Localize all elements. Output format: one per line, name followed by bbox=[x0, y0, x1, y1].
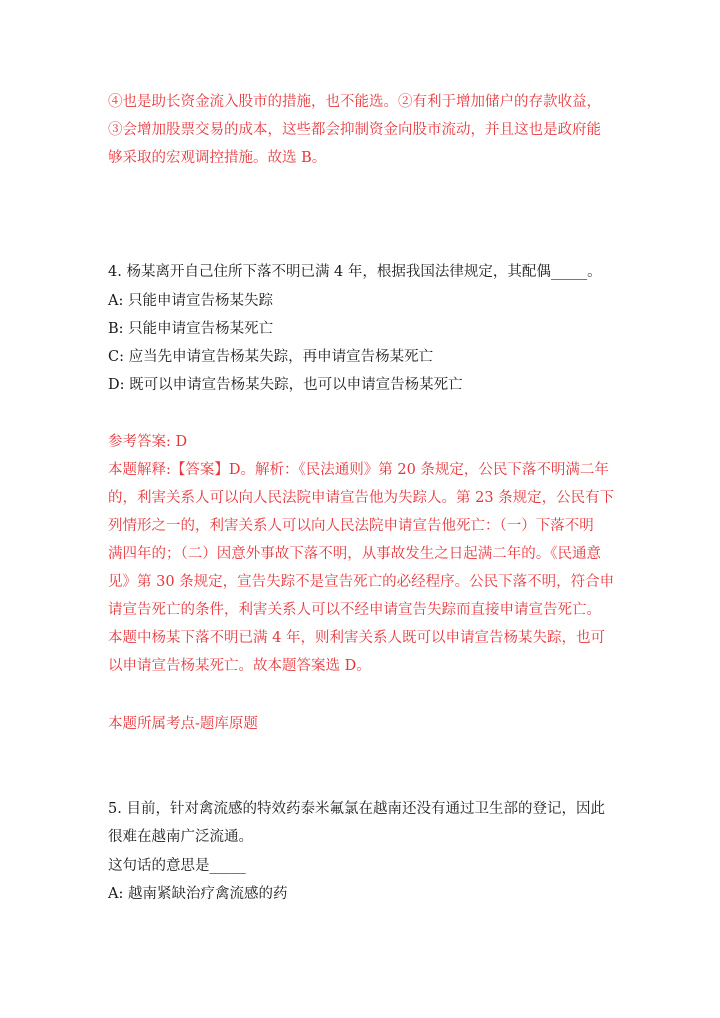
explanation-line: 本题中杨某下落不明已满 4 年，则利害关系人既可以申请宣告杨某失踪，也可 bbox=[108, 630, 605, 646]
explanation-line: 够采取的宏观调控措施。故选 B。 bbox=[108, 150, 327, 166]
explanation-line: 请宣告死亡的条件，利害关系人可以不经申请宣告失踪而直接申请宣告死亡。 bbox=[108, 602, 601, 618]
explanation-line: 满四年的；（二）因意外事故下落不明，从事故发生之日起满二年的。《民通意 bbox=[108, 546, 601, 562]
explanation-line: 的，利害关系人可以向人民法院申请宣告他为失踪人。第 23 条规定，公民有下 bbox=[108, 490, 615, 506]
option-c: C: 应当先申请宣告杨某失踪，再申请宣告杨某死亡 bbox=[108, 349, 434, 365]
explanation-line: ③会增加股票交易的成本，这些都会抑制资金向股市流动，并且这也是政府能 bbox=[108, 122, 601, 138]
option-a: A: 越南紧缺治疗禽流感的药 bbox=[108, 886, 288, 902]
option-a: A: 只能申请宣告杨某失踪 bbox=[108, 293, 273, 309]
option-b: B: 只能申请宣告杨某死亡 bbox=[108, 321, 274, 337]
explanation-line: 见》第 30 条规定，宣告失踪不是宣告死亡的必经程序。公民下落不明，符合申 bbox=[108, 574, 615, 590]
explanation-line: 列情形之一的，利害关系人可以向人民法院申请宣告他死亡：（一）下落不明 bbox=[108, 518, 594, 534]
question-text: 5. 目前，针对禽流感的特效药泰米氟氯在越南还没有通过卫生部的登记，因此 bbox=[108, 801, 605, 817]
explanation-line: 以申请宣告杨某死亡。故本题答案选 D。 bbox=[108, 658, 371, 674]
option-d: D: 既可以申请宣告杨某失踪，也可以申请宣告杨某死亡 bbox=[108, 377, 463, 393]
explanation-line: ④也是助长资金流入股市的措施，也不能选。②有利于增加储户的存款收益， bbox=[108, 94, 601, 110]
reference-answer: 参考答案: D bbox=[108, 434, 188, 450]
question-text: 4. 杨某离开自己住所下落不明已满 4 年，根据我国法律规定，其配偶_____。 bbox=[108, 264, 602, 280]
topic-label: 本题所属考点-题库原题 bbox=[108, 716, 258, 732]
explanation-line: 本题解释:【答案】D。解析：《民法通则》第 20 条规定，公民下落不明满二年 bbox=[108, 462, 609, 478]
question-prompt: 这句话的意思是_____ bbox=[108, 858, 246, 874]
question-text: 很难在越南广泛流通。 bbox=[108, 829, 253, 845]
